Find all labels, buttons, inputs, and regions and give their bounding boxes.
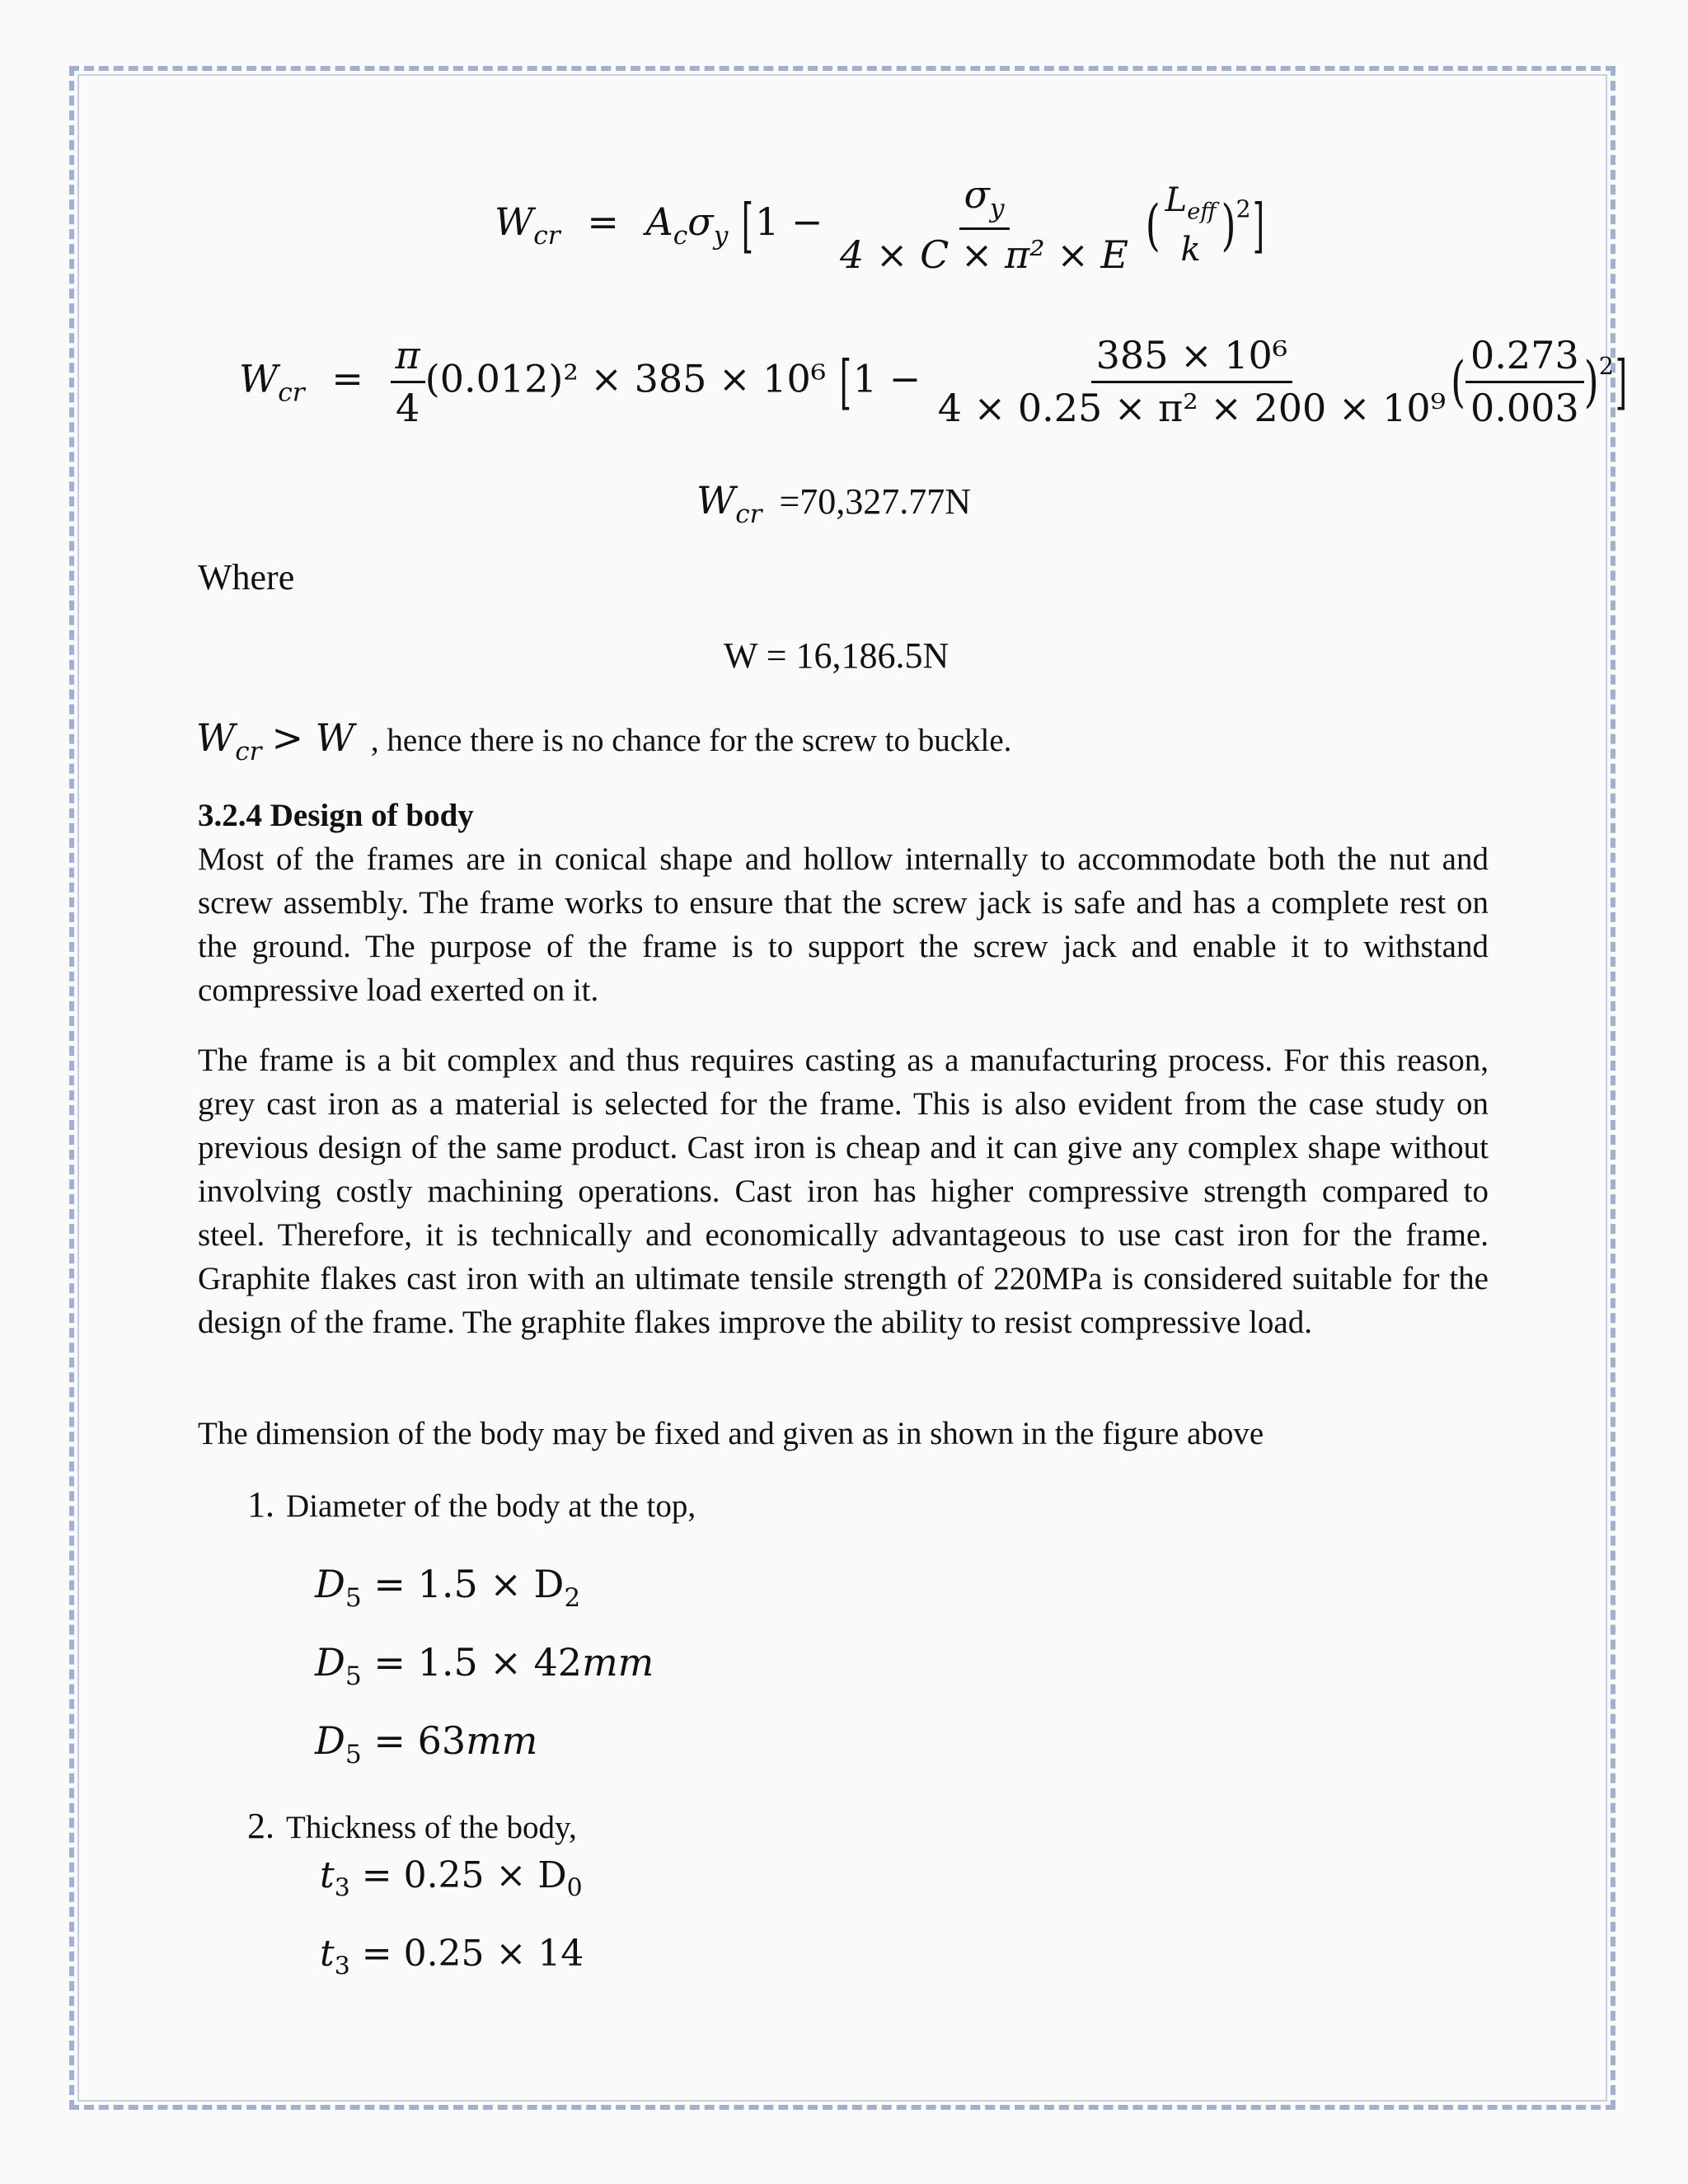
equation-buckling-substituted <box>239 334 1629 430</box>
eq1-equals: = <box>587 199 619 244</box>
t3-symbol: t <box>320 1933 335 1975</box>
eq2-ratio <box>1465 334 1584 430</box>
d5-rhs: = 1.5 × D <box>373 1562 565 1606</box>
equation-t3-def <box>320 1854 583 1902</box>
list-number: 2. <box>247 1806 274 1846</box>
d5-rhs-sub: 2 <box>564 1582 581 1613</box>
eq2-term: (0.012)² × 385 × 10⁶ <box>424 356 827 401</box>
eq5-op: > W <box>271 715 354 760</box>
t3-sub: 3 <box>334 1873 350 1903</box>
eq1-ratio <box>1160 181 1221 269</box>
list-item-body-thickness <box>247 1805 577 1847</box>
eq2-right-bracket: ] <box>1615 347 1628 417</box>
eq1-k: k <box>1180 231 1201 269</box>
eq2-pi: π <box>391 334 425 383</box>
eq1-lhs: W <box>495 199 534 244</box>
eq1-num: σ <box>964 172 990 217</box>
d5-symbol: D <box>315 1718 345 1763</box>
where-label: Where <box>198 557 295 598</box>
eq2-four: 4 <box>396 385 420 430</box>
eq1-left-paren: ( <box>1145 192 1160 258</box>
eq2-right-paren: ) <box>1583 349 1599 415</box>
eq1-right-bracket: ] <box>1252 190 1264 260</box>
eq1-area-sub: c <box>673 220 688 251</box>
eq2-power: 2 <box>1598 353 1614 381</box>
paragraph-dimensions: The dimension of the body may be fixed and given as in shown in the figure above <box>198 1416 1264 1451</box>
d5-sub: 5 <box>345 1739 362 1769</box>
paragraph-frame-material: The frame is a bit complex and thus requires casting as a manufacturing process. For this reason, grey cast iron as a material is selected for the frame. This is also evident from the case study on previous design of the same product. Cast iron is cheap and it can give any complex shape without involving costly machining operations. Cast iron has higher compressive strength compared to steel. Therefore, it is technically and economically advantageous to use cast iron for the frame. Graphite flakes cast iron with an ultimate tensile strength of 220MPa is considered suitable for the design of the frame. The graphite flakes improve the ability to resist compressive load. <box>198 1043 1489 1340</box>
eq1-area: A <box>645 199 673 244</box>
eq2-num: 385 × 10⁶ <box>1091 334 1293 383</box>
eq2-ratio-den: 0.003 <box>1470 385 1579 430</box>
t3-symbol: t <box>320 1854 335 1896</box>
eq2-pi-over-four <box>391 334 425 430</box>
eq1-power: 2 <box>1236 195 1251 223</box>
eq2-ratio-num: 0.273 <box>1465 334 1584 383</box>
section-heading: 3.2.4 Design of body <box>198 798 474 833</box>
equation-critical-load-result <box>696 478 971 529</box>
equation-d5-sub <box>315 1640 654 1691</box>
t3-sub: 3 <box>334 1952 350 1981</box>
buckling-conclusion <box>196 715 1011 766</box>
eq1-lhs-sub: cr <box>533 220 560 251</box>
eq1-num-sub: y <box>989 193 1005 223</box>
eq2-left-bracket: [ <box>839 347 851 417</box>
eq5-lhs-sub: cr <box>235 736 262 766</box>
eq5-lhs: W <box>196 715 236 760</box>
d5-symbol: D <box>315 1562 345 1606</box>
t3-rhs-sub: 0 <box>566 1873 583 1903</box>
eq1-sigma: σ <box>687 199 714 244</box>
eq2-equals: = <box>331 356 363 401</box>
list-item-body-diameter <box>247 1483 696 1526</box>
list-item-label: Thickness of the body, <box>286 1810 577 1845</box>
eq2-lhs-sub: cr <box>278 377 305 408</box>
equation-buckling-formula <box>495 173 1266 277</box>
eq2-lhs: W <box>239 356 279 401</box>
eq1-leff-sub: eff <box>1187 199 1217 225</box>
list-item-label: Diameter of the body at the top, <box>286 1488 696 1524</box>
list-number: 1. <box>247 1484 274 1525</box>
d5-unit: mm <box>466 1718 538 1763</box>
eq2-one-minus: 1 − <box>852 356 921 401</box>
d5-sub: 5 <box>345 1661 362 1691</box>
eq2-left-paren: ( <box>1451 349 1466 415</box>
paragraph-frame-purpose: Most of the frames are in conical shape and hollow internally to accommodate both the nut and screw assembly. The frame works to ensure that the screw jack is safe and has a complete rest on the ground. The purpose of the frame is to support the screw jack and enable it to withstand compressive load exerted on it. <box>198 841 1489 1008</box>
eq2-fraction <box>933 334 1451 430</box>
eq5-text: , hence there is no chance for the screw to buckle. <box>370 723 1012 758</box>
eq1-left-bracket: [ <box>741 190 754 260</box>
eq1-sigma-sub: y <box>713 220 729 251</box>
eq3-rhs: =70,327.77N <box>779 481 972 522</box>
d5-rhs: = 1.5 × 42 <box>373 1640 583 1685</box>
d5-unit: mm <box>582 1640 654 1685</box>
eq1-leff: L <box>1165 180 1188 219</box>
equation-d5-result <box>315 1718 537 1769</box>
d5-symbol: D <box>315 1640 345 1685</box>
eq3-lhs: W <box>696 478 736 523</box>
equation-d5-def <box>315 1562 580 1613</box>
equation-load: W = 16,186.5N <box>724 635 950 676</box>
d5-sub: 5 <box>345 1582 362 1613</box>
t3-rhs: = 0.25 × 14 <box>361 1933 584 1975</box>
d5-rhs: = 63 <box>373 1718 467 1763</box>
eq1-den: 4 × C × π² × E <box>840 232 1129 277</box>
eq2-den: 4 × 0.25 × π² × 200 × 10⁹ <box>937 385 1447 430</box>
eq3-lhs-sub: cr <box>735 499 762 529</box>
eq1-right-paren: ) <box>1221 192 1236 258</box>
eq1-one-minus: 1 − <box>754 199 823 244</box>
equation-t3-sub <box>320 1933 584 1980</box>
eq1-fraction <box>835 173 1133 277</box>
t3-rhs: = 0.25 × D <box>361 1854 567 1896</box>
